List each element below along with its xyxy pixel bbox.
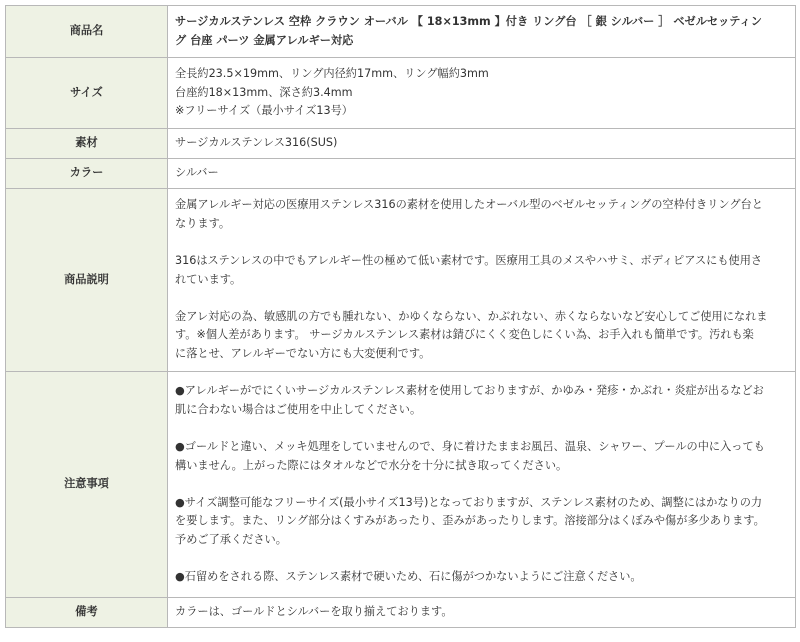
- caution-line: ●サイズ調整可能なフリーサイズ(最小サイズ13号)となっておりますが、ステンレス素材のため、調整にはかなりの力: [175, 495, 763, 509]
- size-line: 台座約18×13mm、深さ約3.4mm: [175, 85, 353, 99]
- description-line: なります。: [175, 216, 231, 230]
- description-line: す。※個人差があります。 サージカルステンレス素材は錆びにくく変色しにくい為、お手入れも簡単です。汚れも楽: [175, 328, 754, 342]
- value-product-name: [168, 6, 796, 58]
- description-line: 金アレ対応の為、敏感肌の方でも腫れない、かゆくならない、かぶれない、赤くならないなど安心してご使用になれま: [175, 309, 768, 323]
- description-line: れています。: [175, 272, 242, 286]
- caution-line: を要します。また、リング部分はくすみがあったり、歪みがあったりします。溶接部分はくぼみや傷が多少あります。: [175, 514, 765, 528]
- value-material: サージカルステンレス316(SUS): [168, 129, 796, 159]
- value-caution: [168, 372, 796, 598]
- caution-line: ●アレルギーがでにくいサージカルステンレス素材を使用しておりますが、かゆみ・発疹・かぶれ・炎症が出るなどお: [175, 384, 764, 398]
- paragraph-gap: [175, 475, 787, 494]
- row-description: [6, 189, 796, 372]
- description-paragraph: [175, 252, 787, 289]
- value-color: シルバー: [168, 159, 796, 189]
- product-name-line: グ 台座 パーツ 金属アレルギー対応: [175, 33, 354, 47]
- caution-line: 肌に合わない場合はご使用を中止してください。: [175, 402, 422, 416]
- paragraph-gap: [175, 234, 787, 253]
- label-product-name: 商品名: [6, 6, 168, 58]
- label-material: 素材: [6, 129, 168, 159]
- row-color: [6, 159, 796, 189]
- description-line: 316はステンレスの中でもアレルギー性の極めて低い素材です。医療用工具のメスやハサミ、ボディピアスにも使用さ: [175, 254, 763, 268]
- label-color: カラー: [6, 159, 168, 189]
- caution-line: 予めご了承ください。: [175, 532, 287, 546]
- row-notes: [6, 598, 796, 628]
- label-size: サイズ: [6, 58, 168, 129]
- label-notes: 備考: [6, 598, 168, 628]
- caution-line: 構いません。上がった際にはタオルなどで水分を十分に拭き取ってください。: [175, 458, 568, 472]
- paragraph-gap: [175, 419, 787, 438]
- description-line: に落とせ、アレルギーでない方にも大変便利です。: [175, 347, 431, 361]
- label-description: 商品説明: [6, 189, 168, 372]
- caution-line: ●ゴールドと違い、メッキ処理をしていませんので、身に着けたままお風呂、温泉、シャワー、プールの中に入っても: [175, 440, 765, 454]
- value-notes: カラーは、ゴールドとシルバーを取り揃えております。: [168, 598, 796, 628]
- caution-line: ●石留めをされる際、ステンレス素材で硬いため、石に傷がつかないようにご注意ください。: [175, 570, 642, 584]
- paragraph-gap: [175, 289, 787, 308]
- label-caution: 注意事項: [6, 372, 168, 598]
- product-name-line: サージカルステンレス 空枠 クラウン オーバル 【 18×13mm 】付き リング台 ［ 銀 シルバー ］ ベゼルセッティン: [175, 14, 762, 28]
- product-spec-table: [5, 5, 796, 628]
- row-material: [6, 129, 796, 159]
- row-product-name: [6, 6, 796, 58]
- size-line: 全長約23.5×19mm、リング内径約17mm、リング幅約3mm: [175, 67, 489, 81]
- caution-paragraph: [175, 382, 787, 419]
- description-paragraph: [175, 196, 787, 233]
- paragraph-gap: [175, 550, 787, 569]
- row-caution: [6, 372, 796, 598]
- row-size: [6, 58, 796, 129]
- caution-paragraph: [175, 568, 787, 587]
- description-line: 金属アレルギー対応の医療用ステンレス316の素材を使用したオーバル型のベゼルセッティングの空枠付きリング台と: [175, 198, 763, 212]
- caution-paragraph: [175, 494, 787, 550]
- size-line: ※フリーサイズ（最小サイズ13号）: [175, 104, 353, 118]
- caution-paragraph: [175, 438, 787, 475]
- description-paragraph: [175, 308, 787, 364]
- value-description: [168, 189, 796, 372]
- value-size: [168, 58, 796, 129]
